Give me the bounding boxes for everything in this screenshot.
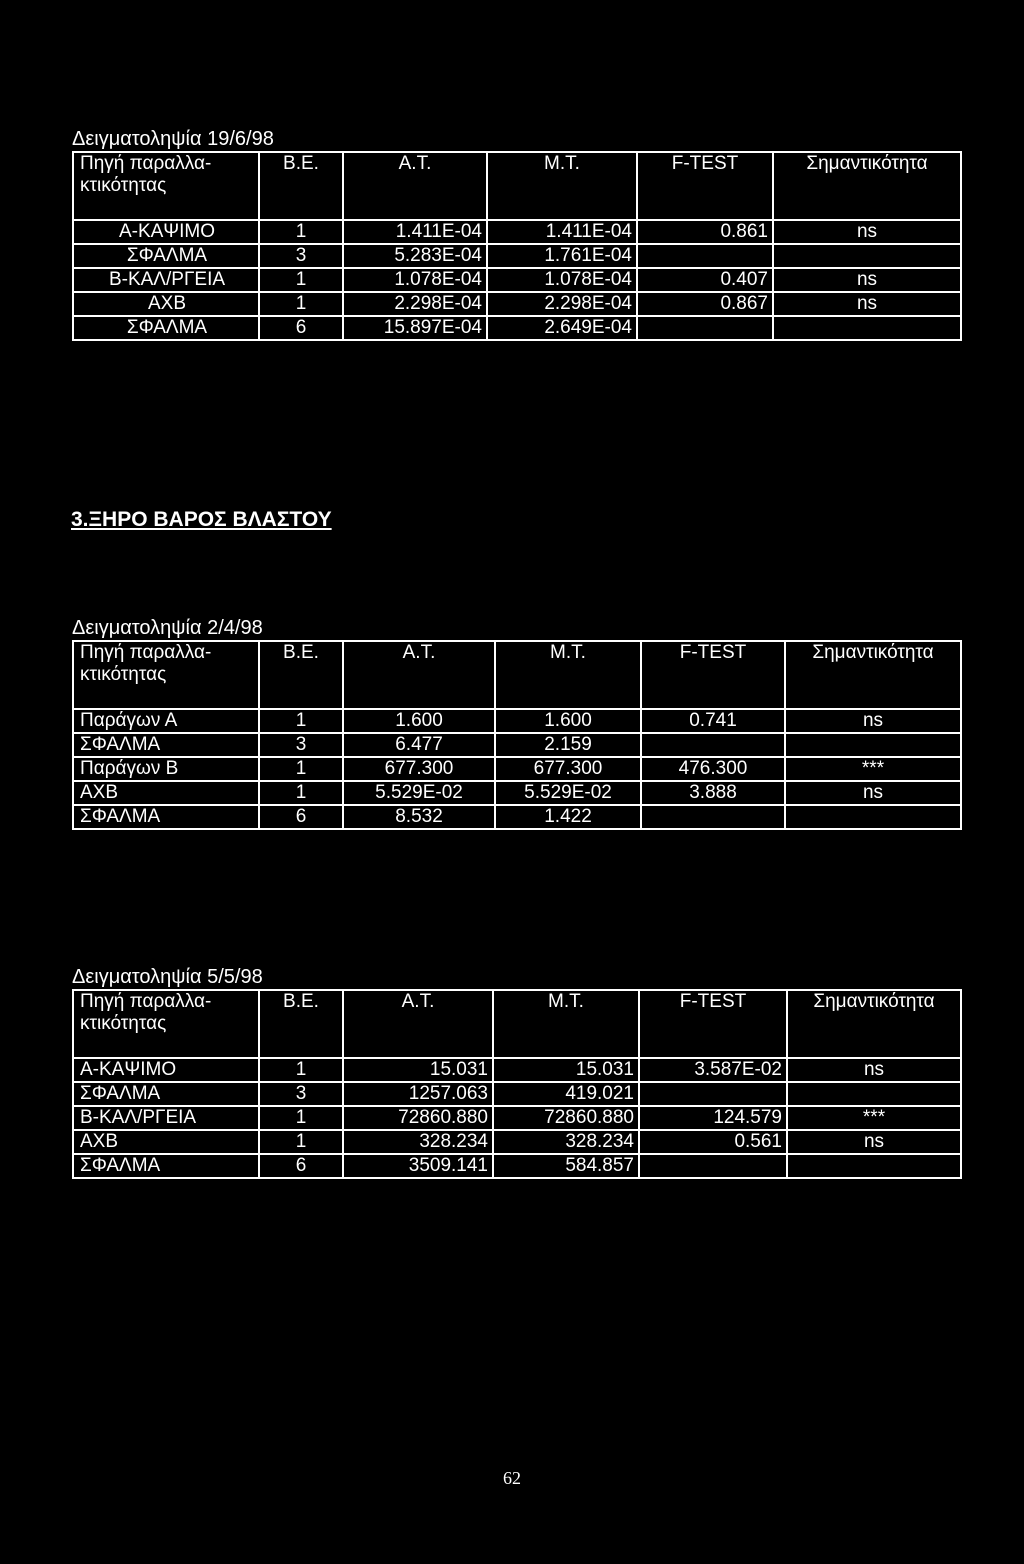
- cell-df: 1: [259, 268, 343, 292]
- cell-ftest: [639, 1154, 787, 1178]
- cell-df: 3: [259, 244, 343, 268]
- table-row: [73, 757, 961, 781]
- cell-ss: 1.600: [343, 709, 495, 733]
- cell-significance: [787, 1082, 961, 1106]
- cell-df: 1: [259, 1106, 343, 1130]
- table-row: [73, 1154, 961, 1178]
- cell-df: 3: [259, 733, 343, 757]
- header-significance: Σημαντικότητα: [785, 641, 961, 709]
- cell-df: 6: [259, 316, 343, 340]
- header-ms: Μ.Τ.: [487, 152, 637, 220]
- cell-source: ΣΦΑΛΜΑ: [73, 244, 259, 268]
- header-ss: Α.Τ.: [343, 152, 487, 220]
- section-title: 3.ΞΗΡΟ ΒΑΡΟΣ ΒΛΑΣΤΟΥ: [71, 508, 332, 531]
- cell-ms: 72860.880: [493, 1106, 639, 1130]
- cell-significance: [785, 733, 961, 757]
- header-ss: Α.Τ.: [343, 990, 493, 1058]
- table-caption: Δειγματοληψία 19/6/98: [72, 128, 274, 150]
- cell-significance: ***: [787, 1106, 961, 1130]
- cell-significance: ns: [787, 1130, 961, 1154]
- anova-block-2-4-98: [72, 617, 960, 830]
- cell-ftest: [639, 1082, 787, 1106]
- cell-ftest: [637, 316, 773, 340]
- cell-significance: ns: [773, 220, 961, 244]
- table-row: [73, 244, 961, 268]
- table-row: [73, 709, 961, 733]
- cell-ss: 1.078Ε-04: [343, 268, 487, 292]
- cell-source: Α-ΚΑΨΙΜΟ: [73, 1058, 259, 1082]
- cell-ms: 584.857: [493, 1154, 639, 1178]
- cell-ss: 5.283Ε-04: [343, 244, 487, 268]
- cell-ms: 1.078Ε-04: [487, 268, 637, 292]
- cell-source: ΑΧΒ: [73, 1130, 259, 1154]
- cell-ftest: 3.888: [641, 781, 785, 805]
- header-ms: Μ.Τ.: [493, 990, 639, 1058]
- table-row: [73, 733, 961, 757]
- cell-ms: 2.298Ε-04: [487, 292, 637, 316]
- cell-source: Α-ΚΑΨΙΜΟ: [73, 220, 259, 244]
- cell-ftest: [641, 733, 785, 757]
- cell-ms: 328.234: [493, 1130, 639, 1154]
- cell-ss: 15.897Ε-04: [343, 316, 487, 340]
- cell-df: 1: [259, 781, 343, 805]
- cell-ms: 1.422: [495, 805, 641, 829]
- table-row: [73, 1106, 961, 1130]
- header-ftest: F-TEST: [639, 990, 787, 1058]
- table-row: [73, 220, 961, 244]
- table-row: [73, 1082, 961, 1106]
- cell-ftest: 124.579: [639, 1106, 787, 1130]
- cell-df: 3: [259, 1082, 343, 1106]
- cell-ftest: 0.741: [641, 709, 785, 733]
- cell-ss: 1257.063: [343, 1082, 493, 1106]
- header-df: Β.Ε.: [259, 641, 343, 709]
- table-caption: Δειγματοληψία 2/4/98: [72, 617, 263, 639]
- cell-ms: 15.031: [493, 1058, 639, 1082]
- cell-source: ΣΦΑΛΜΑ: [73, 1154, 259, 1178]
- header-source: Πηγή παραλλα- κτικότητας: [73, 641, 259, 709]
- cell-ms: 1.411Ε-04: [487, 220, 637, 244]
- cell-ss: 677.300: [343, 757, 495, 781]
- cell-ss: 3509.141: [343, 1154, 493, 1178]
- cell-significance: [773, 316, 961, 340]
- header-significance: Σημαντικότητα: [787, 990, 961, 1058]
- cell-ftest: 0.867: [637, 292, 773, 316]
- header-row: [73, 641, 961, 709]
- cell-df: 6: [259, 1154, 343, 1178]
- cell-ss: 6.477: [343, 733, 495, 757]
- cell-source: Β-ΚΑΛ/ΡΓΕΙΑ: [73, 1106, 259, 1130]
- cell-significance: ns: [787, 1058, 961, 1082]
- table-row: [73, 268, 961, 292]
- cell-ftest: 0.407: [637, 268, 773, 292]
- table-row: [73, 292, 961, 316]
- cell-ftest: 3.587Ε-02: [639, 1058, 787, 1082]
- cell-significance: ns: [773, 268, 961, 292]
- cell-ss: 1.411Ε-04: [343, 220, 487, 244]
- cell-ms: 1.600: [495, 709, 641, 733]
- cell-df: 6: [259, 805, 343, 829]
- cell-ms: 677.300: [495, 757, 641, 781]
- cell-source: ΣΦΑΛΜΑ: [73, 316, 259, 340]
- cell-ms: 2.649Ε-04: [487, 316, 637, 340]
- cell-ftest: [637, 244, 773, 268]
- cell-significance: ns: [773, 292, 961, 316]
- cell-df: 1: [259, 292, 343, 316]
- table-row: [73, 805, 961, 829]
- cell-source: Παράγων Β: [73, 757, 259, 781]
- header-row: [73, 152, 961, 220]
- cell-ftest: 0.561: [639, 1130, 787, 1154]
- cell-ftest: 476.300: [641, 757, 785, 781]
- cell-ss: 8.532: [343, 805, 495, 829]
- cell-ftest: 0.861: [637, 220, 773, 244]
- cell-ms: 419.021: [493, 1082, 639, 1106]
- table-row: [73, 781, 961, 805]
- cell-source: ΣΦΑΛΜΑ: [73, 805, 259, 829]
- table-caption: Δειγματοληψία 5/5/98: [72, 966, 263, 988]
- cell-significance: [787, 1154, 961, 1178]
- cell-source: ΣΦΑΛΜΑ: [73, 1082, 259, 1106]
- header-ms: Μ.Τ.: [495, 641, 641, 709]
- cell-significance: [785, 805, 961, 829]
- cell-df: 1: [259, 1058, 343, 1082]
- header-df: Β.Ε.: [259, 152, 343, 220]
- cell-ss: 328.234: [343, 1130, 493, 1154]
- anova-block-19-6-98: [72, 128, 960, 341]
- cell-significance: [773, 244, 961, 268]
- cell-source: ΑΧΒ: [73, 781, 259, 805]
- header-df: Β.Ε.: [259, 990, 343, 1058]
- cell-source: ΣΦΑΛΜΑ: [73, 733, 259, 757]
- header-ftest: F-TEST: [637, 152, 773, 220]
- header-source: Πηγή παραλλα- κτικότητας: [73, 152, 259, 220]
- cell-source: Παράγων Α: [73, 709, 259, 733]
- cell-significance: ns: [785, 709, 961, 733]
- cell-ss: 15.031: [343, 1058, 493, 1082]
- cell-df: 1: [259, 709, 343, 733]
- cell-significance: ***: [785, 757, 961, 781]
- cell-ms: 1.761Ε-04: [487, 244, 637, 268]
- cell-ss: 5.529Ε-02: [343, 781, 495, 805]
- header-ss: Α.Τ.: [343, 641, 495, 709]
- header-row: [73, 990, 961, 1058]
- cell-ms: 2.159: [495, 733, 641, 757]
- table-row: [73, 1058, 961, 1082]
- anova-block-5-5-98: [72, 966, 960, 1179]
- table-row: [73, 1130, 961, 1154]
- cell-source: ΑΧΒ: [73, 292, 259, 316]
- page-number: 62: [503, 1468, 521, 1488]
- anova-table: [72, 640, 962, 830]
- anova-table: [72, 151, 962, 341]
- header-significance: Σημαντικότητα: [773, 152, 961, 220]
- cell-df: 1: [259, 1130, 343, 1154]
- cell-df: 1: [259, 220, 343, 244]
- cell-ss: 72860.880: [343, 1106, 493, 1130]
- cell-df: 1: [259, 757, 343, 781]
- table-row: [73, 316, 961, 340]
- cell-ms: 5.529Ε-02: [495, 781, 641, 805]
- cell-ss: 2.298Ε-04: [343, 292, 487, 316]
- header-ftest: F-TEST: [641, 641, 785, 709]
- header-source: Πηγή παραλλα- κτικότητας: [73, 990, 259, 1058]
- cell-ftest: [641, 805, 785, 829]
- anova-table: [72, 989, 962, 1179]
- cell-source: Β-ΚΑΛ/ΡΓΕΙΑ: [73, 268, 259, 292]
- cell-significance: ns: [785, 781, 961, 805]
